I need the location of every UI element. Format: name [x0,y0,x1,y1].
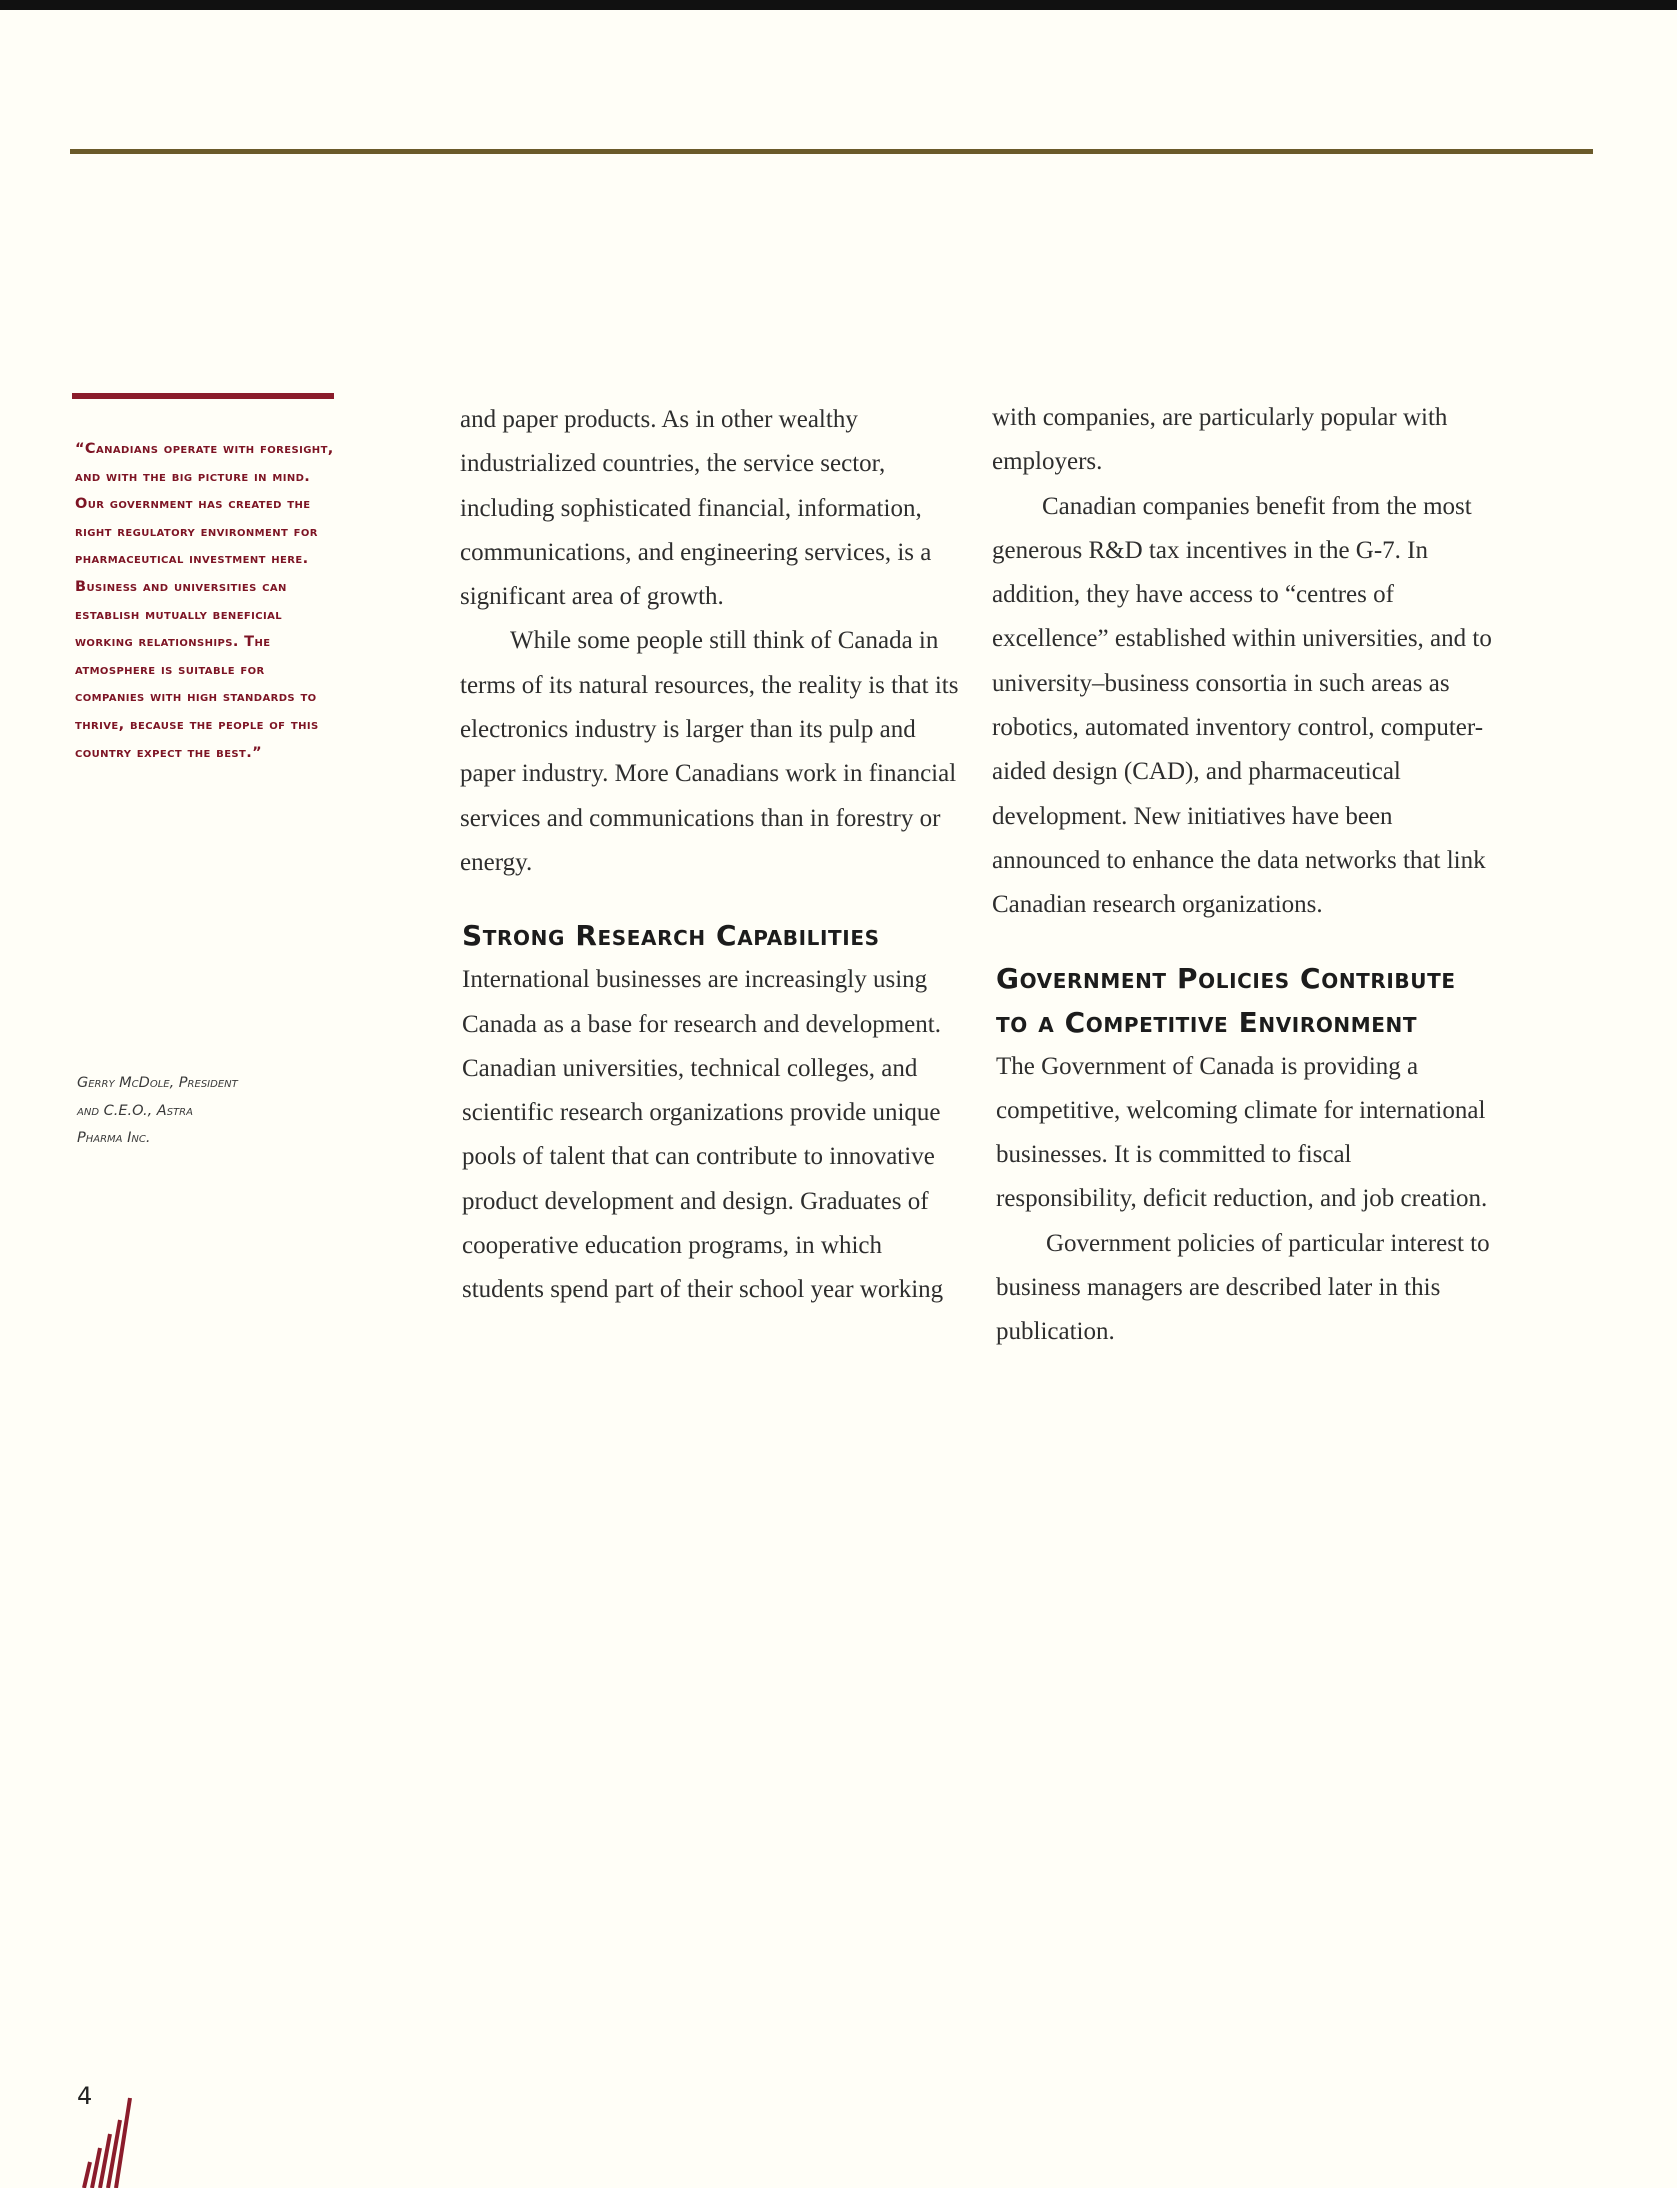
body-paragraph: Government policies of particular interest to business managers are described later in this publication. [996,1229,1490,1346]
page-number: 4 [77,2082,93,2110]
section-heading-government: Government Policies Contribute to a Competitive Environment [996,961,1456,1039]
scan-top-edge [0,0,1677,10]
body-paragraph: and paper products. As in other wealthy industrialized countries, the service sector, including sophisticated financial, information, communications, and engineering services, is a significant area of growth. [460,406,932,611]
body-paragraph: with companies, are particularly popular with employers. [992,404,1448,476]
quote-attribution [77,1070,339,1153]
header-rule [70,149,1593,154]
body-paragraph: The Government of Canada is providing a competitive, welcoming climate for international businesses. It is committed to fiscal responsibility, deficit reduction, and job creation. [996,1052,1488,1213]
body-column-1 [460,398,965,1313]
pull-quote: “Canadians operate with foresight, and with the big picture in mind. Our government has created the right regulatory environment for pharmaceutical investment here. Business and universities can establish mutually beneficial working relationships. The atmosphere is suitable for companies with high standards to thrive, because the people of this country expect the best.” [75,441,334,761]
section-heading-research: Strong Research Capabilities [462,919,880,953]
body-paragraph: While some people still think of Canada in terms of its natural resources, the reality is that its electronics industry is larger than its pulp and paper industry. More Canadians work in financial services and communications than in forestry or energy. [460,627,959,876]
body-column-2 [992,396,1497,1355]
sidebar-rule [72,393,334,399]
body-paragraph: International businesses are increasingly using Canada as a base for research and development. Canadian universities, technical colleges, and scientific research organizations provide unique pools of talent that can contribute to innovative product development and design. Graduates of cooperative education programs, in which students spend part of their school year working [462,966,944,1304]
attribution-line: Gerry McDole, President [77,1075,238,1091]
attribution-line: Pharma Inc. [77,1130,151,1147]
body-paragraph: Canadian companies benefit from the most generous R&D tax incentives in the G-7. In addition, they have access to “centres of excellence” established within universities, and to university–business consortia in such areas as robotics, automated inventory control, computer-aided design (CAD), and pharmaceutical development. New initiatives have been announced to enhance the data networks that link Canadian research organizations. [992,492,1492,919]
attribution-line: and C.E.O., Astra [77,1102,193,1119]
stripes-logo-icon [82,2090,132,2188]
